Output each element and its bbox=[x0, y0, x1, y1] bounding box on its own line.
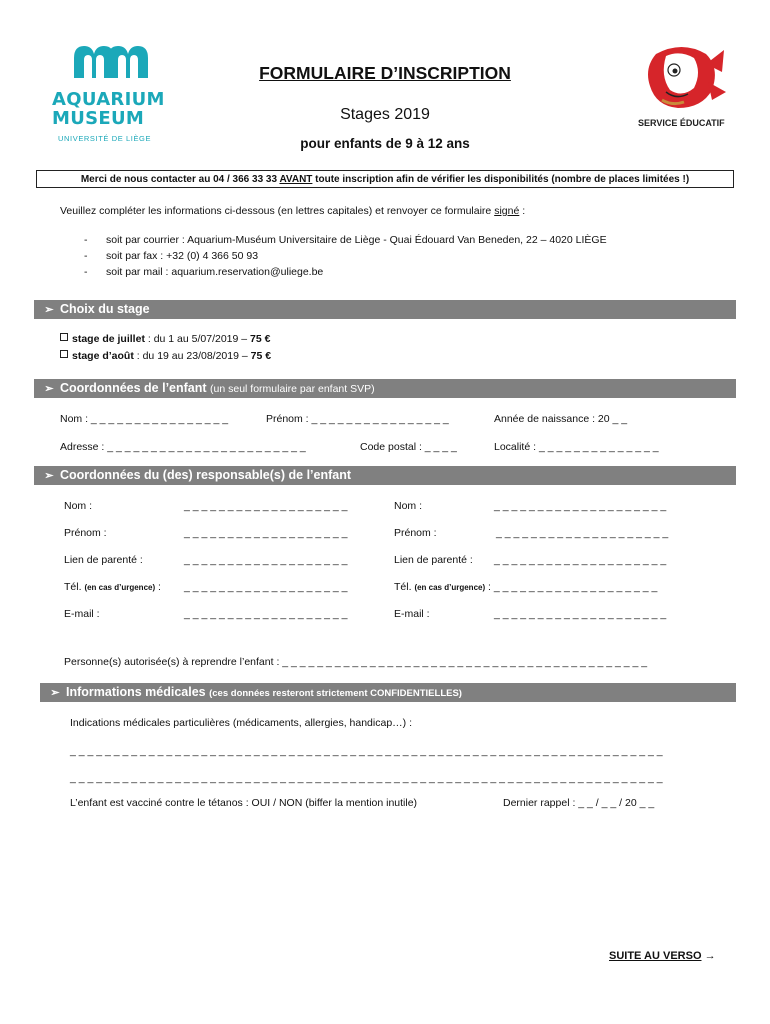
form-age-range: pour enfants de 9 à 12 ans bbox=[300, 136, 470, 151]
logo-line-aquarium: AQUARIUM bbox=[52, 89, 165, 110]
section-choix-du-stage bbox=[34, 300, 736, 319]
notice-emphasis: AVANT bbox=[279, 174, 313, 185]
guardian1-first-name-label: Prénom : bbox=[64, 527, 107, 539]
phone-label-colon: : bbox=[155, 581, 161, 593]
section-coordonnees-responsables bbox=[34, 466, 736, 485]
guardian2-last-name-field[interactable]: _ _ _ _ _ _ _ _ _ _ _ _ _ _ _ _ _ _ _ _ bbox=[494, 500, 667, 512]
logo-subtitle: UNIVERSITÉ DE LIÈGE bbox=[58, 134, 152, 143]
section-heading: Choix du stage bbox=[60, 302, 150, 316]
option-dates: : du 1 au 5/07/2019 – bbox=[144, 333, 251, 345]
guardian1-relation-field[interactable]: _ _ _ _ _ _ _ _ _ _ _ _ _ _ _ _ _ _ _ bbox=[184, 554, 348, 566]
intro-signed: signé bbox=[494, 205, 520, 217]
send-by-mail-text: soit par courrier : Aquarium-Muséum Universitaire de Liège - Quai Édouard Van Beneden, 22 – 4020 LIÈGE bbox=[106, 234, 607, 246]
continue-overleaf bbox=[609, 950, 716, 962]
guardian2-relation-label: Lien de parenté : bbox=[394, 554, 473, 566]
send-by-fax-text: soit par fax : +32 (0) 4 366 50 93 bbox=[106, 250, 259, 262]
form-subtitle: Stages 2019 bbox=[340, 106, 430, 123]
form-title: FORMULAIRE D’INSCRIPTION bbox=[259, 63, 511, 83]
phone-label-text: Tél. bbox=[64, 581, 82, 593]
service-educatif-label: SERVICE ÉDUCATIF bbox=[638, 118, 725, 128]
guardian1-email-field[interactable]: _ _ _ _ _ _ _ _ _ _ _ _ _ _ _ _ _ _ _ bbox=[184, 608, 348, 620]
tetanus-vaccine-field[interactable]: L’enfant est vacciné contre le tétanos : OUI / NON (biffer la mention inutile) bbox=[70, 797, 418, 809]
intro-paragraph bbox=[60, 205, 525, 217]
continue-overleaf-label: SUITE AU VERSO bbox=[609, 950, 702, 962]
option-name: stage d’août bbox=[72, 350, 134, 362]
guardian1-phone-label bbox=[64, 581, 161, 593]
contact-notice bbox=[36, 170, 734, 188]
guardian2-last-name-label: Nom : bbox=[394, 500, 423, 512]
option-price: 75 € bbox=[250, 333, 271, 345]
option-price: 75 € bbox=[250, 350, 272, 362]
guardian2-first-name-label: Prénom : bbox=[394, 527, 437, 539]
guardian2-relation-field[interactable]: _ _ _ _ _ _ _ _ _ _ _ _ _ _ _ _ _ _ _ _ bbox=[494, 554, 667, 566]
section-arrow-icon: ➢ bbox=[44, 304, 54, 316]
phone-label-note: (en cas d’urgence) bbox=[84, 583, 156, 592]
guardian2-email-label: E-mail : bbox=[394, 608, 430, 620]
phone-label-note: (en cas d’urgence) bbox=[414, 583, 486, 592]
fish-mascot-icon bbox=[636, 42, 728, 114]
guardian1-relation-label: Lien de parenté : bbox=[64, 554, 143, 566]
section-arrow-icon: ➢ bbox=[44, 383, 54, 395]
guardian2-phone-field[interactable]: _ _ _ _ _ _ _ _ _ _ _ _ _ _ _ _ _ _ _ bbox=[493, 581, 658, 593]
intro-end: : bbox=[519, 205, 526, 217]
guardian1-first-name-field[interactable]: _ _ _ _ _ _ _ _ _ _ _ _ _ _ _ _ _ _ _ bbox=[184, 527, 348, 539]
guardian2-phone-label bbox=[394, 581, 657, 593]
section-arrow-icon: ➢ bbox=[44, 470, 54, 482]
checkbox-icon[interactable] bbox=[60, 350, 68, 358]
option-name: stage de juillet bbox=[72, 333, 145, 345]
child-postal-code-field[interactable]: Code postal : _ _ _ _ bbox=[360, 441, 457, 453]
phone-label-text: Tél. bbox=[394, 581, 412, 593]
child-first-name-field[interactable]: Prénom : _ _ _ _ _ _ _ _ _ _ _ _ _ _ _ _ bbox=[266, 413, 449, 425]
aquarium-logo-mark-icon bbox=[70, 44, 150, 80]
medical-line-2[interactable]: _ _ _ _ _ _ _ _ _ _ _ _ _ _ _ _ _ _ _ _ _ _ _ _ _ _ _ _ _ _ _ _ _ _ _ _ _ _ _ _ _ _ _ _ _ _ _ _ _ _ _ _ _ _ _ _ _ _ _ _ _ _ _ _ _ _ _ _ bbox=[70, 772, 663, 784]
send-by-email-text: soit par mail : aquarium.reservation@uliege.be bbox=[106, 266, 324, 278]
option-aout[interactable] bbox=[60, 350, 271, 362]
aquarium-museum-logo bbox=[50, 44, 180, 154]
guardian1-phone-field[interactable]: _ _ _ _ _ _ _ _ _ _ _ _ _ _ _ _ _ _ _ bbox=[184, 581, 348, 593]
authorized-pickup-field[interactable]: Personne(s) autorisée(s) à reprendre l’enfant : _ _ _ _ _ _ _ _ _ _ _ _ _ _ _ _ _ _ _ _ _ _ _ _ _ _ _ _ _ _ _ _ _ _ _ _ _ _ _ _ _ _ bbox=[64, 656, 648, 668]
section-heading: Informations médicales bbox=[66, 685, 206, 699]
child-address-field[interactable]: Adresse : _ _ _ _ _ _ _ _ _ _ _ _ _ _ _ _ _ _ _ _ _ _ _ bbox=[60, 441, 306, 453]
medical-line-1[interactable]: _ _ _ _ _ _ _ _ _ _ _ _ _ _ _ _ _ _ _ _ _ _ _ _ _ _ _ _ _ _ _ _ _ _ _ _ _ _ _ _ _ _ _ _ _ _ _ _ _ _ _ _ _ _ _ _ _ _ _ _ _ _ _ _ _ _ _ _ bbox=[70, 745, 663, 757]
notice-text-before: Merci de nous contacter au 04 / 366 33 33 bbox=[80, 174, 280, 185]
section-arrow-icon: ➢ bbox=[50, 687, 60, 699]
service-educatif-logo bbox=[636, 42, 728, 134]
guardian1-last-name-field[interactable]: _ _ _ _ _ _ _ _ _ _ _ _ _ _ _ _ _ _ _ bbox=[184, 500, 348, 512]
guardian2-first-name-field[interactable]: _ _ _ _ _ _ _ _ _ _ _ _ _ _ _ _ _ _ _ _ bbox=[496, 527, 669, 539]
logo-line-museum: MUSEUM bbox=[52, 108, 145, 129]
section-coordonnees-enfant bbox=[34, 379, 736, 398]
section-note: (un seul formulaire par enfant SVP) bbox=[210, 383, 375, 395]
phone-label-colon: : bbox=[485, 581, 494, 593]
guardian2-email-field[interactable]: _ _ _ _ _ _ _ _ _ _ _ _ _ _ _ _ _ _ _ _ bbox=[494, 608, 667, 620]
section-heading: Coordonnées de l’enfant bbox=[60, 381, 207, 395]
section-note: (ces données resteront strictement CONFIDENTIELLES) bbox=[209, 688, 462, 699]
notice-text-after: toute inscription afin de vérifier les disponibilités (nombre de places limitées !) bbox=[312, 174, 690, 185]
option-juillet[interactable] bbox=[60, 333, 270, 345]
guardian1-last-name-label: Nom : bbox=[64, 500, 93, 512]
last-booster-field[interactable]: Dernier rappel : _ _ / _ _ / 20 _ _ bbox=[503, 797, 655, 809]
checkbox-icon[interactable] bbox=[60, 333, 68, 341]
send-methods-list: - soit par courrier : Aquarium-Muséum Universitaire de Liège - Quai Édouard Van Beneden, 22 – 4020 LIÈGE - soit par fax : +32 (0) 4 366 50 93 - soit par mail : aquarium.reservation@uliege.be bbox=[84, 234, 607, 278]
medical-indications-label: Indications médicales particulières (médicaments, allergies, handicap…) : bbox=[70, 717, 412, 729]
option-dates: : du 19 au 23/08/2019 – bbox=[133, 350, 251, 362]
child-locality-field[interactable]: Localité : _ _ _ _ _ _ _ _ _ _ _ _ _ _ bbox=[494, 441, 659, 453]
section-heading: Coordonnées du (des) responsable(s) de l’enfant bbox=[60, 468, 352, 482]
arrow-right-icon: → bbox=[704, 950, 716, 962]
child-birth-year-field[interactable]: Année de naissance : 20 _ _ bbox=[494, 413, 628, 425]
section-informations-medicales bbox=[40, 683, 736, 702]
intro-text: Veuillez compléter les informations ci-dessous (en lettres capitales) et renvoyer ce formulaire bbox=[60, 205, 495, 217]
guardian1-email-label: E-mail : bbox=[64, 608, 100, 620]
child-last-name-field[interactable]: Nom : _ _ _ _ _ _ _ _ _ _ _ _ _ _ _ _ bbox=[60, 413, 229, 425]
